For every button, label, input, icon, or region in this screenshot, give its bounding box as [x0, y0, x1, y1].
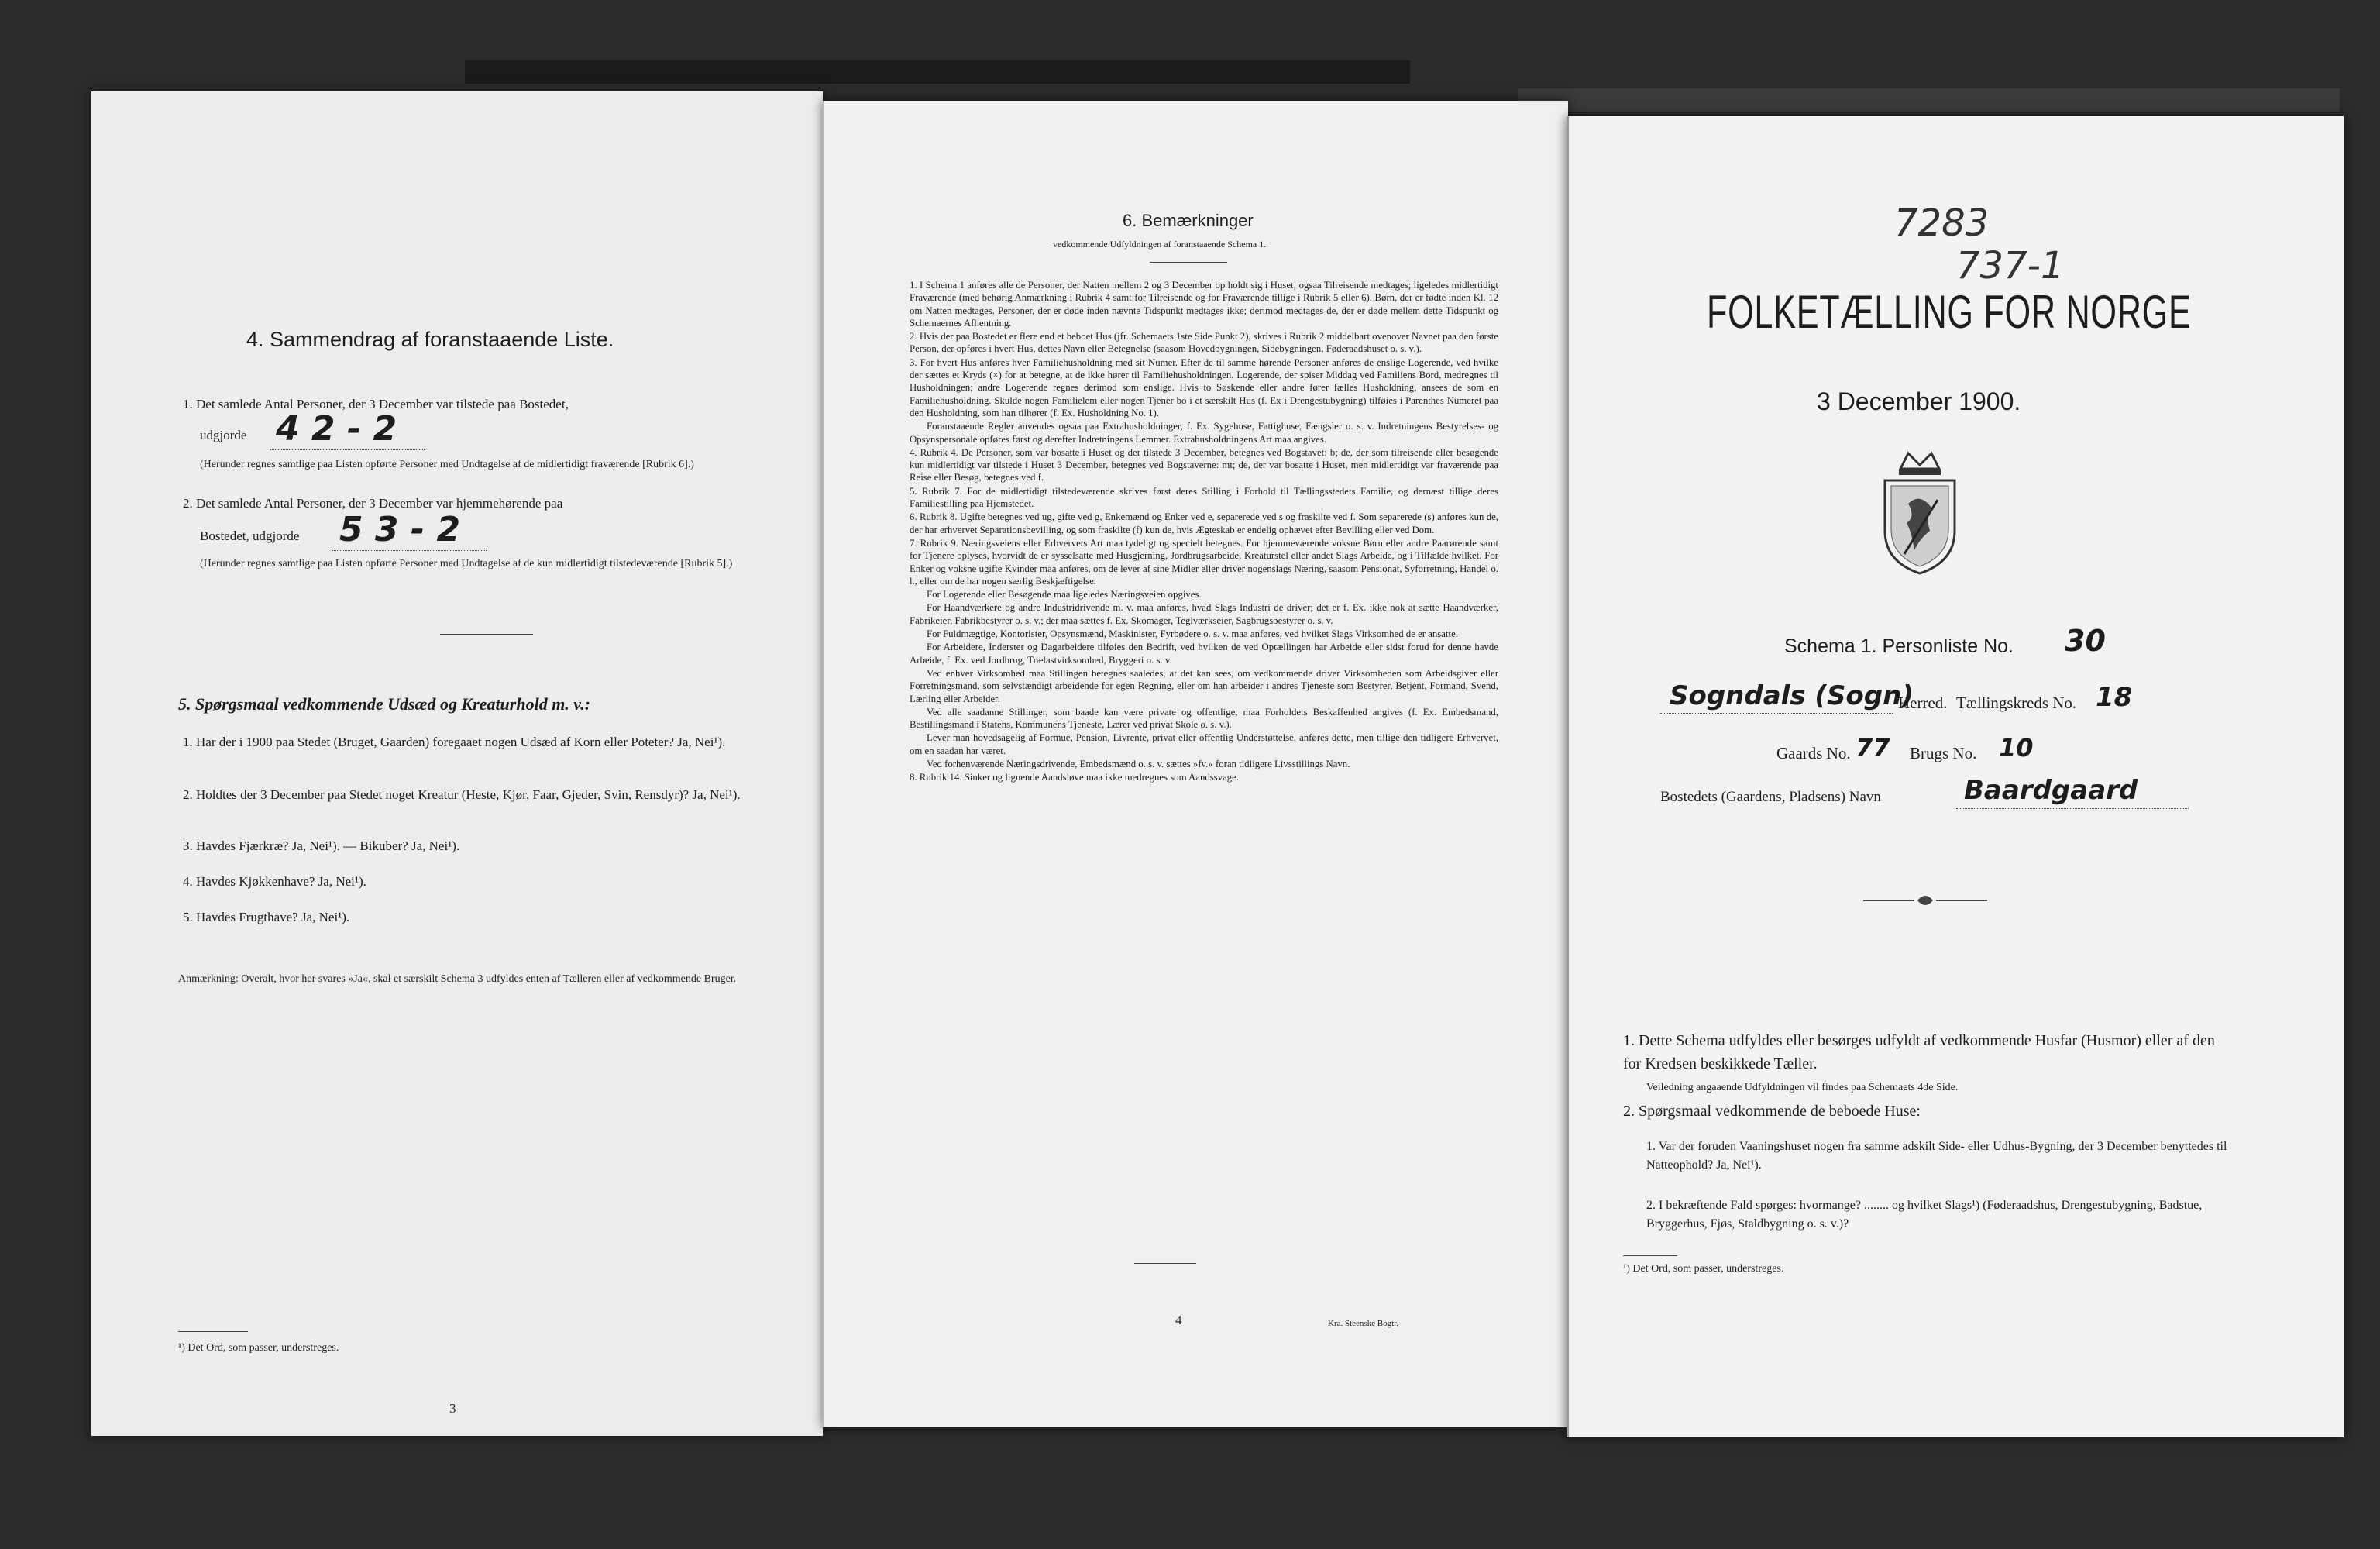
question-3: 3. Havdes Fjærkræ? Ja, Nei¹). — Bikuber? Ja, Nei¹). [183, 838, 460, 853]
archive-number-1: 7283 [1894, 201, 1990, 245]
herred-handwritten: Sogndals (Sogn) [1670, 680, 1914, 711]
heading-rule [1150, 262, 1227, 263]
question-4: 4. Havdes Kjøkkenhave? Ja, Nei¹). [183, 874, 366, 889]
page-1-cover [1567, 116, 2344, 1437]
section-4-heading: 4. Sammendrag af foranstaaende Liste. [246, 328, 614, 351]
remark-item: 8. Rubrik 14. Sinker og lignende Aandsløve maa ikke medregnes som Aandssvage. [910, 772, 1240, 783]
remarks-list [910, 279, 1498, 785]
footnote-rule [1623, 1255, 1677, 1256]
remark-item: For Fuldmægtige, Kontorister, Opsynsmænd, Maskinister, Fyrbødere o. s. v. maa anføres, ved hvilket Slags Virksomhed de er ansatte. [927, 628, 1458, 640]
schema-label: Schema 1. Personliste No. [1784, 635, 2014, 657]
page-number-3: 3 [449, 1401, 456, 1416]
question-1: 1. Har der i 1900 paa Stedet (Bruget, Gaarden) foregaaet nogen Udsæd af Korn eller Poteter? Ja, Nei¹). [183, 735, 726, 749]
herred-label: Herred. [1898, 694, 1948, 712]
item-2-text-b: Bostedet, udgjorde [200, 528, 300, 543]
instruction-2: 2. Spørgsmaal vedkommende de beboede Huse: [1623, 1103, 1921, 1120]
bosted-label: Bostedets (Gaardens, Pladsens) Navn [1660, 789, 1881, 805]
instruction-1-sub: Veiledning angaaende Udfyldningen vil findes paa Schemaets 4de Side. [1646, 1082, 1959, 1093]
item-2-text-a: 2. Det samlede Antal Personer, der 3 December var hjemmehørende paa [183, 496, 563, 511]
annotation-note: Anmærkning: Overalt, hvor her svares »Ja«, skal et særskilt Schema 3 udfyldes enten af Tælleren eller af vedkommende Bruger. [178, 973, 737, 985]
item-1-handwritten: 4 2 - 2 [276, 409, 397, 449]
bosted-line [1956, 808, 2189, 809]
coat-of-arms-icon [1877, 446, 1962, 577]
kreds-label: Tællingskreds No. [1956, 694, 2077, 712]
remark-item: 6. Rubrik 8. Ugifte betegnes ved ug, gifte ved g, Enkemænd og Enker ved e, separerede ved s og fraskilte ved f. Som separerede (s) anføres kun de, der har erhvervet Separationsbevilling, og som fraskilte (f) kun de, hvis Ægteskab er endelig ophævet efter Bevilling eller ved Dom. [910, 511, 1498, 535]
page-4 [823, 101, 1568, 1427]
ornament-divider-icon [1863, 891, 1987, 910]
schema-number: 30 [2065, 624, 2106, 658]
item-2-dotted-line [332, 550, 487, 551]
instruction-2-question-2: 2. I bekræftende Fald spørges: hvormange? ........ og hvilket Slags¹) (Føderaadshus, Drengestubygning, Badstue, Bryggerhus, Fjøs, Staldbygning o. s. v.)? [1646, 1199, 2203, 1231]
item-2-handwritten: 5 3 - 2 [339, 510, 461, 549]
item-1-text-a: 1. Det samlede Antal Personer, der 3 December var tilstede paa Bostedet, [183, 397, 569, 411]
remark-item: 1. I Schema 1 anføres alle de Personer, der Natten mellem 2 og 3 December op holdt sig i Huset; ogsaa Tilreisende medtages; ligeledes midlertidigt Fraværende (med behørig Anmærkning i Rubrik 4 samt for Tilreisende og for Fraværende tillige i Rubrik 5 eller 6). Børn, der er fødte inden Kl. 12 om Natten medtages. Personer, der er døde inden nævnte Tidspunkt medtages ikke; derimod medtages de, der er døde mellem dette Tidspunkt og Schemaernes Afhentning. [910, 280, 1498, 329]
footnote: ¹) Det Ord, som passer, understreges. [178, 1342, 339, 1354]
remark-item: For Arbeidere, Inderster og Dagarbeidere tilføies den Bedrift, ved hvilken de ved Optællingen har Arbeide eller sidst forud for denne havde Arbeide, f. Ex. ved Jordbrug, Trælastvirksomhed, Bryggeri o. s. v. [910, 642, 1498, 666]
item-1-text-b: udgjorde [200, 428, 247, 442]
remark-item: For Haandværkere og andre Industridrivende m. v. maa anføres, hvad Slags Industri de driver; det er f. Ex. ikke nok at sætte Haandværker, Fabrikeier, Fabrikbestyrer o. s. v.; der maa sættes f. Ex. Skomager, Teglværkseier, Sagbrugsbestyrer o. s. v. [910, 602, 1498, 626]
gaards-label: Gaards No. [1776, 744, 1851, 762]
item-1-dotted-line [270, 449, 425, 450]
dark-strip [465, 60, 1410, 84]
remark-item: Lever man hovedsagelig af Formue, Pension, Livrente, privat eller offentlig Understøttelse, anføres dette, men tillige den tidligere Erhvervet, om en saadan har været. [910, 732, 1498, 756]
end-rule [1134, 1263, 1196, 1264]
remark-item: For Logerende eller Besøgende maa ligeledes Næringsveien opgives. [927, 589, 1202, 601]
remark-item: 5. Rubrik 7. For de midlertidigt tilstedeværende skrives først deres Stilling i Forhold til Tællingsstedets Familie, og dernæst tillige deres Familiestilling paa Hjemstedet. [910, 485, 1498, 510]
kreds-number: 18 [2096, 682, 2133, 713]
brugs-number: 10 [1999, 733, 2034, 762]
brugs-label: Brugs No. [1910, 744, 1977, 762]
remark-item: 3. For hvert Hus anføres hver Familiehusholdning med sit Numer. Efter de til samme hørende Personer anføres de enslige Logerende, ved hvilke der sættes et Kryds (×) for at betegne, at de ikke hører til Familiehusholdningen. Logerende, der spiser Middag ved Familiens Bord, medregnes til Husholdningen; andre Logerende regnes derimod som enslige. Hvis to Søskende eller andre fører fælles Husholdning, ansees de som en Familiehusholdning. Skulde nogen Familielem eller nogen Tjener bo i et særskilt Hus (f. Ex i Drengestubygning) tilføies i Parenthes Numeret paa den Husholdning, som han tilhører (f. Ex. Husholdning No. 1). [910, 356, 1498, 418]
remarks-heading: 6. Bemærkninger [1123, 211, 1254, 230]
remark-item: 2. Hvis der paa Bostedet er flere end et beboet Hus (jfr. Schemaets 1ste Side Punkt 2), skrives i Rubrik 2 middelbart ovenover Navnet paa den første Person, der opføres i hvert Hus, dettes Navn eller Betegnelse (saasom Hovedbygningen, Sidebygningen, Føderaadshuset o. s. v.). [910, 331, 1498, 355]
remark-item: Foranstaaende Regler anvendes ogsaa paa Extrahusholdninger, f. Ex. Sygehuse, Fattighuse, Fængsler o. s. v. Indretningens Bestyrelses- og Opsynspersonale opføres først og derefter Indretningens Lemmer. Extrahusholdningens Art maa angives. [910, 421, 1498, 445]
page-number-4: 4 [1175, 1313, 1182, 1327]
gaards-number: 77 [1856, 733, 1890, 762]
footnote: ¹) Det Ord, som passer, understreges. [1623, 1263, 1784, 1275]
separator-rule [440, 634, 533, 635]
section-5-heading: 5. Spørgsmaal vedkommende Udsæd og Kreaturhold m. v.: [178, 694, 591, 714]
footnote-rule [178, 1331, 248, 1332]
question-5: 5. Havdes Frugthave? Ja, Nei¹). [183, 910, 350, 924]
bosted-handwritten: Baardgaard [1964, 775, 2138, 806]
document-title: FOLKETÆLLING FOR NORGE [1707, 286, 2192, 338]
question-2: 2. Holdtes der 3 December paa Stedet noget Kreatur (Heste, Kjør, Faar, Gjeder, Svin, Rensdyr)? Ja, Nei¹). [183, 787, 741, 802]
remark-item: 4. Rubrik 4. De Personer, som var bosatte i Huset og der tilstede 3 December, betegnes ved Bogstavet: b; de, der som tilreisende eller besøgende kun midlertidigt var tilstede i Huset 3 December, betegnes ved Bogstaverne: mt; de, der var bosatte i Huset, men midlertidigt var fraværende paa Reise eller Besøg, betegnes ved f. [910, 446, 1498, 484]
remark-item: 7. Rubrik 9. Næringsveiens eller Erhvervets Art maa tydeligt og specielt betegnes. For hjemmeværende voksne Børn eller andre Paarørende samt for Tjenere oplyses, hvorvidt de er sysselsatte med Husgjerning, Jordbrugsarbeide, Kreaturstel eller andet Slags Arbeide, og i Tilfælde hvilket. For Enker og voksne ugifte Kvinder maa anføres, om de lever af sine Midler eller driver nogenslags Næring, saasom Pensionat, Syforretning, Handel o. l., eller om de har nogen særlig Beskjæftigelse. [910, 537, 1498, 587]
remark-item: Ved alle saadanne Stillinger, som baade kan være private og offentlige, maa Forholdets Beskaffenhed angives (f. Ex. Embedsmand, Bestillingsmand i Statens, Kommunens Tjeneste, Lærer ved privat Skole o. s. v.). [910, 706, 1498, 731]
item-1-note: (Herunder regnes samtlige paa Listen opførte Personer med Undtagelse af de midlertidigt fraværende [Rubrik 6].) [200, 459, 694, 470]
remark-item: Ved enhver Virksomhed maa Stillingen betegnes saaledes, at det kan sees, om vedkommende driver Virksomheden som Arbeidsgiver eller Forretningsmand, som selvstændigt arbeidende for egen Regning, eller om han arbeider i andres Tjeneste som Bestyrer, Betjent, Formand, Svend, Lærling eller Arbeider. [910, 667, 1498, 704]
instruction-1: 1. Dette Schema udfyldes eller besørges udfyldt af vedkommende Husfar (Husmor) eller af den for Kredsen beskikkede Tæller. [1623, 1032, 2215, 1072]
printer-credit: Kra. Steenske Bogtr. [1328, 1319, 1399, 1328]
herred-line [1660, 713, 1893, 714]
page-3 [91, 91, 823, 1436]
archive-number-2: 737-1 [1956, 244, 2065, 287]
census-date: 3 December 1900. [1817, 387, 2021, 415]
remarks-subheading: vedkommende Udfyldningen af foranstaaende Schema 1. [1053, 239, 1267, 250]
instruction-2-question-1: 1. Var der foruden Vaaningshuset nogen fra samme adskilt Side- eller Udhus-Bygning, der 3 December benyttedes til Natteophold? Ja, Nei¹). [1646, 1140, 2227, 1172]
dark-strip-right [1518, 88, 2340, 112]
item-2-note: (Herunder regnes samtlige paa Listen opførte Personer med Undtagelse af de kun midlertidigt tilstedeværende [Rubrik 5].) [200, 558, 733, 570]
remark-item: Ved forhenværende Næringsdrivende, Embedsmænd o. s. v. sættes »fv.« foran tidligere Livsstillings Navn. [927, 758, 1350, 769]
